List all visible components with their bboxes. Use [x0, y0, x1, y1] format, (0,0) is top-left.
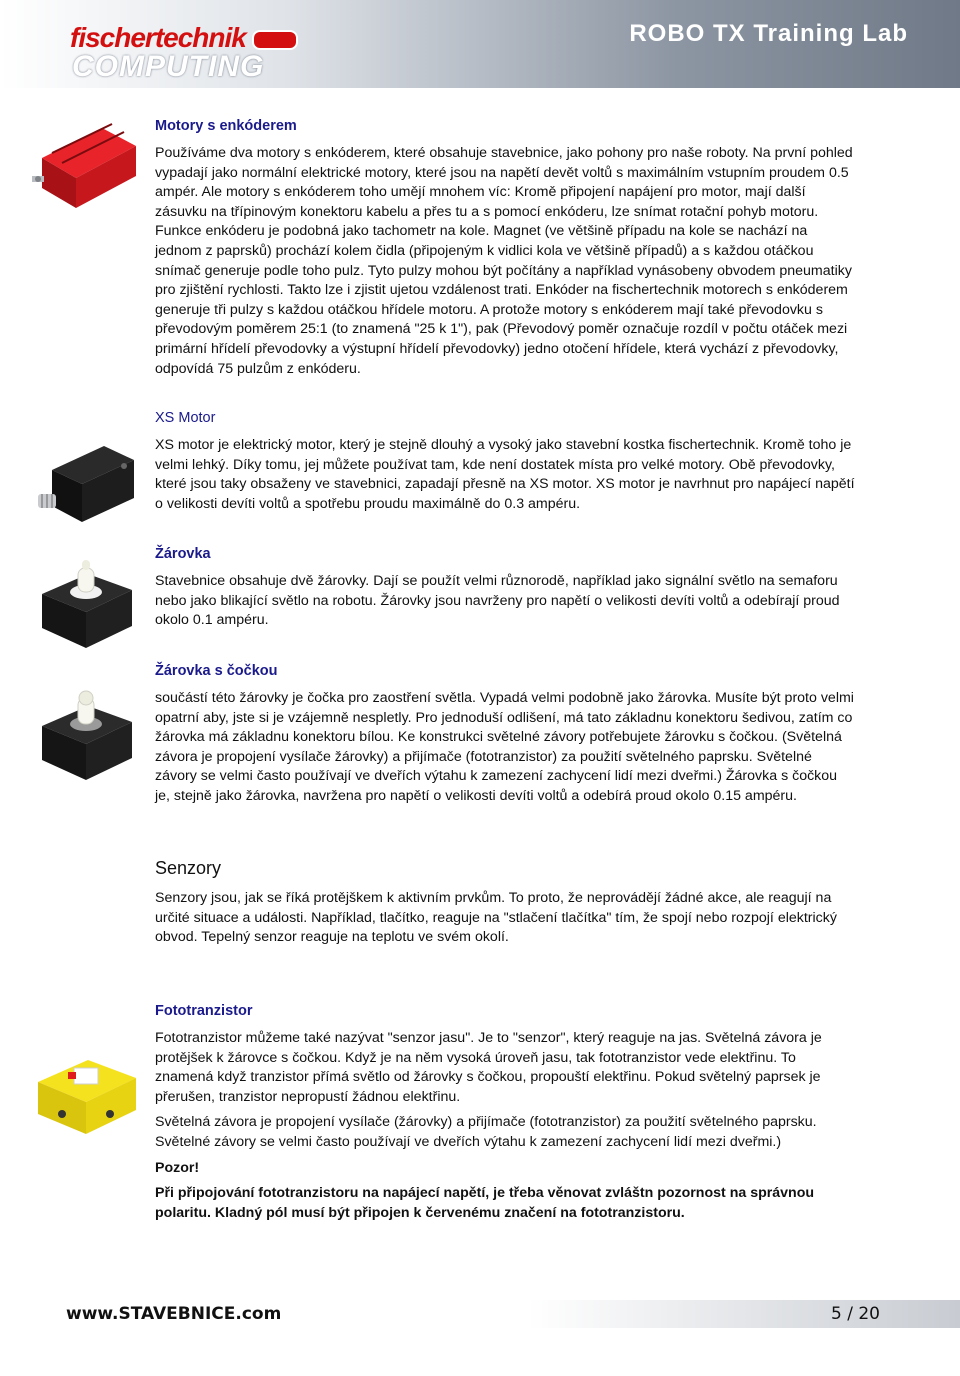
warning-text: Při připojování fototranzistoru na napájecí napětí, je třeba věnovat zvláštn pozornost na správnou polaritu. Kladný pól musí být připojen k červenému značení na fototranzistoru.: [155, 1185, 815, 1221]
section-xs-motor: [155, 410, 855, 514]
yellow-phototransistor-image: [34, 1052, 140, 1136]
section-title: Žárovka s čočkou: [155, 663, 278, 679]
section-title: Žárovka: [155, 546, 211, 562]
footer-url: www.STAVEBNICE.com: [66, 1304, 282, 1324]
paragraph: součástí této žárovky je čočka pro zaostření světla. Vypadá velmi podobně jako žárovka. Musíte být proto velmi opatrní aby, jste si je vzájemně nespletly. Pro jednoduší odlišení, má tato základnu konektoru šedivou, zatím co žárovka má základnu konektoru bílou. Ke konstrukci světelné závory potřebujete žárovku s čočkou. (Světelná závora je propojení vysílače žárovky) a přijímače (fototranzistor) za použití světelného paprsku. Světelné závory se velmi často používají ve dveřích výtahu k zamezení zachycení lidí mezi dveřmi.) Žárovka s čočkou je, stejně jako žárovka, navržena pro napětí o velikosti devíti voltů a odebírá proud okolo 0.15 ampéru.: [155, 690, 854, 804]
paragraph: Fototranzistor můžeme také nazývat "senzor jasu". Je to "senzor", který reaguje na jas. Světelná závora je protějšek k žárovce s čočkou. Když je na něm vysoká úroveň jasu, tak fototranzistor vede elektřinu. To znamená když tranzistor přímá světlo od žárovky s čočkou, propouští elektřinu. Pokud světelný paprsek je přerušen, tranzistor nepropustí žádnou elektřinu.: [155, 1030, 822, 1105]
page-number: 5 / 20: [831, 1304, 880, 1324]
computing-logo: COMPUTING: [72, 50, 265, 83]
section-sensors: [155, 858, 855, 948]
header-title: ROBO TX Training Lab: [629, 20, 908, 47]
page-header: [0, 0, 960, 88]
warning-label: Pozor!: [155, 1159, 200, 1176]
black-xs-motor-image: [34, 440, 138, 526]
section-lamp: [155, 546, 855, 631]
lens-lamp-image: [36, 690, 138, 782]
section-title: Fototranzistor: [155, 1003, 253, 1019]
paragraph: Světelná závora je propojení vysílače (žárovky) a přijímače (fototranzistor) za použití světelného paprsku. Světelné závory se velmi často používají ve dveřích výtahu k zamezení zachycení lidí mezi dveřmi.): [155, 1114, 817, 1150]
section-title: Motory s enkóderem: [155, 118, 297, 134]
logo-badge-icon: [252, 30, 298, 50]
lamp-bulb-image: [36, 560, 138, 650]
section-heading: Senzory: [155, 858, 222, 878]
section-encoder-motor: [155, 118, 855, 379]
section-lens-lamp: [155, 663, 855, 807]
fischertechnik-logo: fischertechnik: [70, 22, 246, 53]
paragraph: Používáme dva motory s enkóderem, které obsahuje stavebnice, jako pohony pro naše roboty. Na první pohled vypadají jako normální elektrické motory, které jsou na napětí devět voltů s maximálním vstupním proudem 0.5 ampér. Ale motory s enkóderem toho umějí mnohem víc: Kromě připojení napájení pro motor, mají další zásuvku na třípinovým konektoru kabelu a přes tu a s pomocí enkóderu, lze snímat rotační pohyb motoru. Funkce enkóderu je podobná jako tachometr na kole. Magnet (ve většině případu na kole se nachází na jednom z paprsků) prochází kolem čidla (připojeným k vidlici kola ve většině případů) a s každou otáčkou snímač generuje podle toho pulz. Tyto pulzy mohou být počítány a například vynásobeny obvodem pneumatiky pro zjištění rychlosti. Takto lze i zjistit ujetou vzdálenost trati. Enkóder na fischertechnik motorech s enkóderem generuje tři pulzy s každou otáčkou hřídele motoru. A protože motory s enkóderem mají také převodovku s převodovým poměrem 25:1 (to znamená "25 k 1"), pak (Převodový poměr označuje rozdíl v počtu otáček mezi primární hřídelí převodovky a výstupní hřídelí převodovky) jedno otočení hřídele, která vychází z převodovky, odpovídá 75 pulzům z enkóderu.: [155, 145, 853, 377]
paragraph: Senzory jsou, jak se říká protějškem k aktivním prvkům. To proto, že neprovádějí žádné akce, ale reagují na určité situace a události. Například, tlačítko, reaguje na "stlačení tlačítka" tím, že spojí nebo rozpojí elektrický obvod. Tepelný senzor reaguje na teplotu ve svém okolí.: [155, 890, 837, 946]
paragraph: Stavebnice obsahuje dvě žárovky. Dají se použít velmi různorodě, například jako signální světlo na semaforu nebo jako blikající světlo na robotu. Žárovky jsou navrženy pro napětí o velikosti devíti voltů a odebírají proud okolo 0.1 ampéru.: [155, 573, 840, 629]
paragraph: XS motor je elektrický motor, který je stejně dlouhý a vysoký jako stavební kostka fischertechnik. Kromě toho je velmi lehký. Díky tomu, jej můžete používat tam, kde není dostatek místa pro velké motory. Obě převodovky, které jsou taky obsaženy ve stavebnici, zapadají přesně na XS motor. XS motor je navrhnut pro napájecí napětí o velikosti devíti voltů a spotřebu proudu maximálně do 0.3 ampéru.: [155, 437, 855, 512]
red-encoder-motor-image: [32, 118, 140, 210]
section-title: XS Motor: [155, 410, 216, 426]
section-phototransistor: [155, 1003, 855, 1223]
